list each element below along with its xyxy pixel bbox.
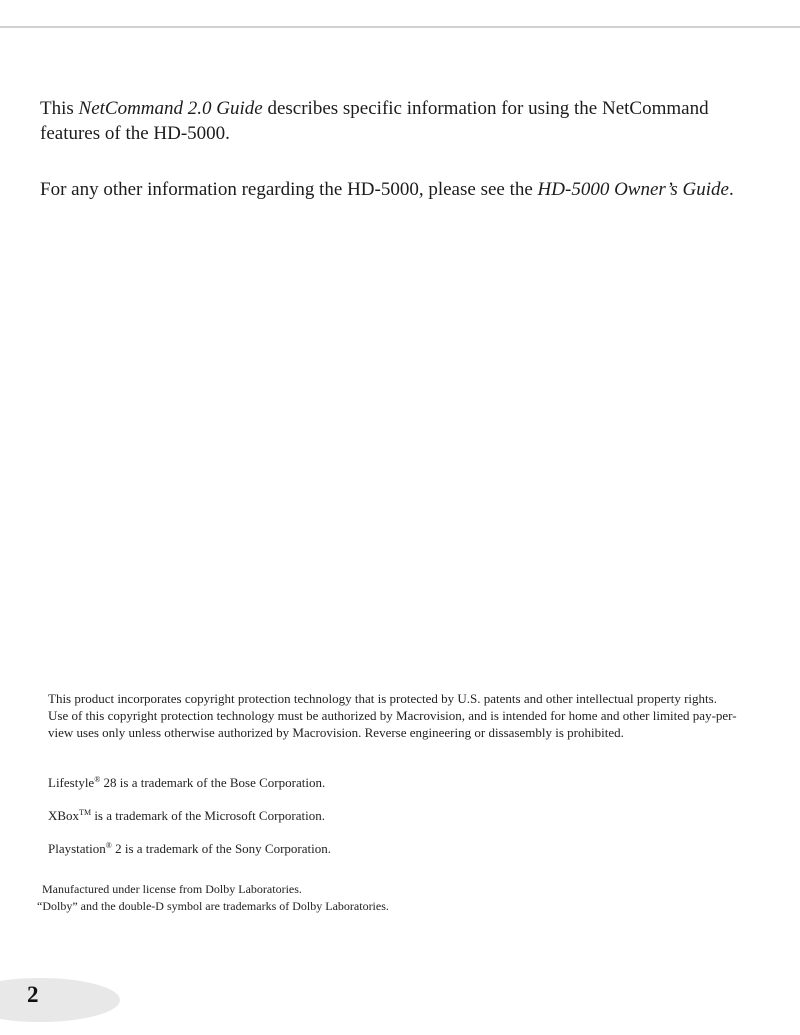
intro-text: . [728, 179, 734, 200]
dolby-license-line: Manufactured under license from Dolby Laboratories. [42, 882, 302, 896]
intro-text: describes specific information for using the NetCommand features of the HD-5000. [40, 98, 709, 144]
trademark-name: Lifestyle [48, 775, 95, 790]
trademark-name: Playstation [48, 841, 106, 856]
page-number-tab [0, 978, 120, 1022]
intro-paragraph-owners-guide [40, 177, 760, 202]
intro-text: This [40, 98, 79, 119]
page-number: 2 [27, 982, 39, 1007]
trademark-text: 2 is a trademark of the Sony Corporation. [111, 841, 332, 856]
trademark-text: is a trademark of the Microsoft Corporation. [91, 808, 325, 823]
trademark-text: 28 is a trademark of the Bose Corporation. [100, 775, 326, 790]
intro-paragraph-guide-scope [40, 96, 760, 146]
owners-guide-title: HD-5000 Owner’s Guide [537, 179, 729, 200]
header-rule [0, 26, 800, 28]
trademark-xbox [48, 807, 738, 824]
registered-mark: ® [94, 775, 101, 784]
trademark-mark: TM [79, 808, 92, 817]
intro-text: For any other information regarding the HD-5000, please see the [40, 179, 538, 200]
dolby-trademark-line: “Dolby” and the double-D symbol are trademarks of Dolby Laboratories. [37, 899, 389, 913]
trademark-lifestyle [48, 774, 738, 791]
registered-mark: ® [105, 841, 112, 850]
guide-title: NetCommand 2.0 Guide [78, 98, 263, 119]
copyright-protection-notice: This product incorporates copyright protection technology that is protected by U.S. patents and other intellectual property rights. Use of this copyright protection technology must be authorized by Macrovision, and is intended for home and other limited pay-per-view uses only unless otherwise authorized by Macrovision. Reverse engineering or dissasembly is prohibited. [48, 691, 737, 740]
trademark-playstation [48, 840, 738, 857]
trademark-name: XBox [48, 808, 80, 823]
